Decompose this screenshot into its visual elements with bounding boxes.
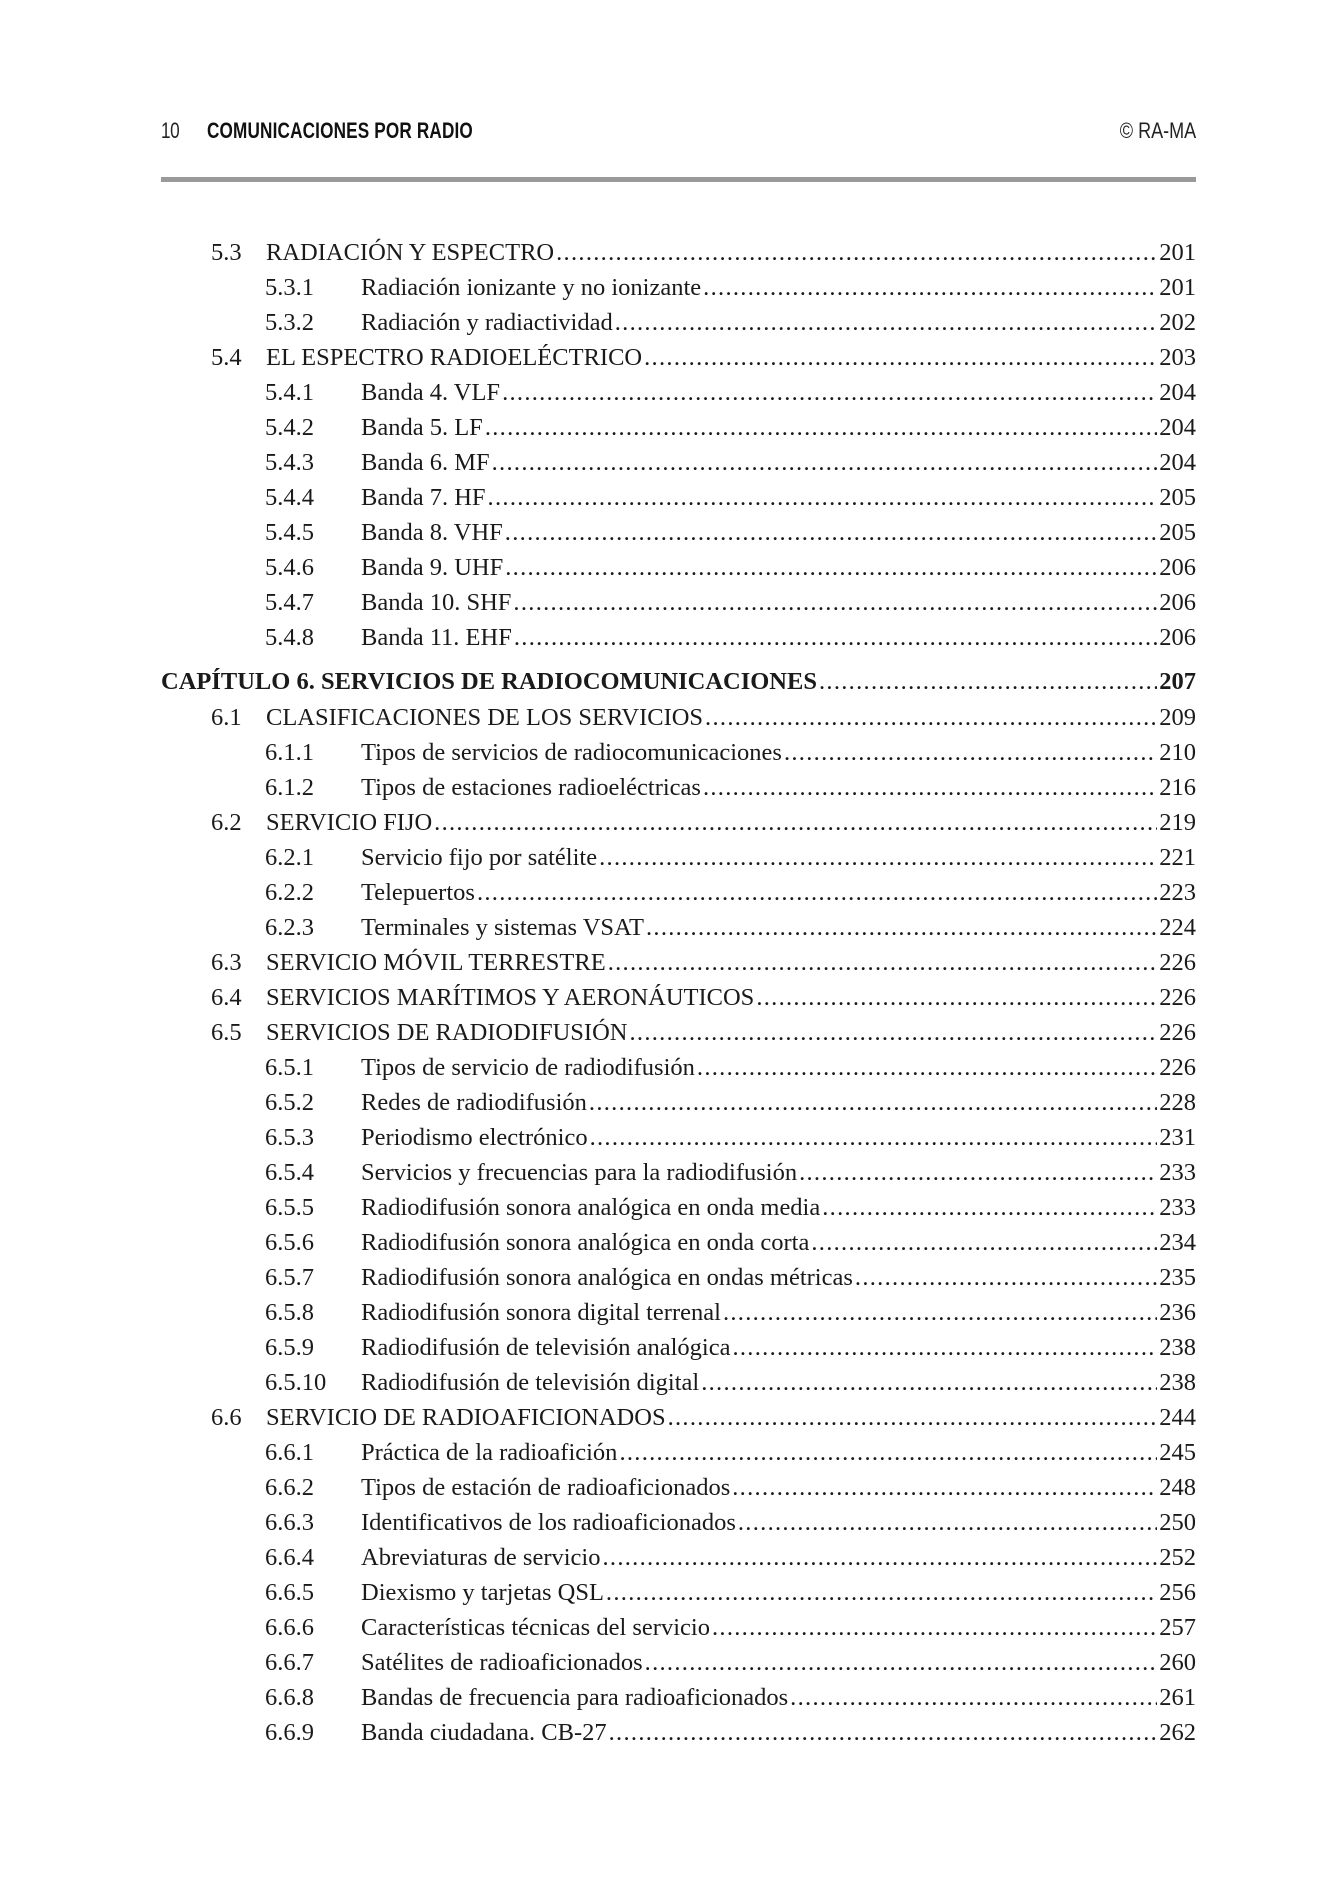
toc-entry-title: Diexismo y tarjetas QSL <box>361 1579 604 1606</box>
toc-entry <box>161 270 1196 305</box>
toc-entry-number: 6.2.1 <box>265 844 314 871</box>
toc-entry-page: 233 <box>1159 1194 1196 1221</box>
toc-entry <box>161 340 1196 375</box>
toc-leader-dots <box>811 1225 1157 1260</box>
toc-entry <box>161 1470 1196 1505</box>
toc-entry-page: 234 <box>1159 1229 1196 1256</box>
toc-entry <box>161 770 1196 805</box>
toc-entry-title: SERVICIO FIJO <box>266 809 433 836</box>
toc-entry <box>161 1015 1196 1050</box>
toc-entry <box>161 980 1196 1015</box>
toc-entry <box>161 1505 1196 1540</box>
toc-leader-dots <box>855 1260 1157 1295</box>
toc-entry-page: 206 <box>1159 589 1196 616</box>
toc-leader-dots <box>703 770 1157 805</box>
toc-entry-title: SERVICIOS MARÍTIMOS Y AERONÁUTICOS <box>266 984 755 1011</box>
toc-entry-number: 6.2.2 <box>265 879 314 906</box>
toc-entry-title: Banda 7. HF <box>361 484 486 511</box>
toc-entry-number: 5.4.6 <box>265 554 314 581</box>
toc-entry-title: Abreviaturas de servicio <box>361 1544 601 1571</box>
toc-entry <box>161 1155 1196 1190</box>
toc-entry-number: 5.4 <box>211 344 242 371</box>
toc-entry <box>161 1225 1196 1260</box>
toc-leader-dots <box>645 1645 1158 1680</box>
toc-leader-dots <box>488 480 1158 515</box>
publisher-copyright: © RA-MA <box>1119 118 1196 143</box>
toc-entry <box>161 515 1196 550</box>
toc-entry-number: 6.6.6 <box>265 1614 314 1641</box>
toc-entry <box>161 1400 1196 1435</box>
toc-leader-dots <box>513 585 1157 620</box>
toc-entry-number: 6.6.4 <box>265 1544 314 1571</box>
toc-entry-number: 6.5.6 <box>265 1229 314 1256</box>
toc-entry-page: 226 <box>1159 984 1196 1011</box>
toc-leader-dots <box>434 805 1157 840</box>
book-title: COMUNICACIONES POR RADIO <box>207 118 473 143</box>
toc-entry-number: 6.5.8 <box>265 1299 314 1326</box>
toc-leader-dots <box>723 1295 1157 1330</box>
toc-entry-page: 204 <box>1159 414 1196 441</box>
toc-entry-page: 204 <box>1159 449 1196 476</box>
toc-entry-number: 6.5.4 <box>265 1159 314 1186</box>
toc-entry-number: 5.4.7 <box>265 589 314 616</box>
toc-entry-title: Satélites de radioaficionados <box>361 1649 643 1676</box>
toc-entry-number: 6.3 <box>211 949 242 976</box>
toc-entry-number: 6.6.2 <box>265 1474 314 1501</box>
toc-entry-title: Banda 4. VLF <box>361 379 501 406</box>
toc-entry <box>161 700 1196 735</box>
toc-entry-number: 6.5.9 <box>265 1334 314 1361</box>
toc-entry-title: Tipos de estaciones radioeléctricas <box>361 774 701 801</box>
toc-leader-dots <box>732 1330 1157 1365</box>
toc-entry-title: Tipos de estación de radioaficionados <box>361 1474 731 1501</box>
toc-leader-dots <box>485 410 1157 445</box>
toc-leader-dots <box>602 1540 1157 1575</box>
toc-entry-title: Radiación y radiactividad <box>361 309 613 336</box>
toc-entry-title: Banda ciudadana. CB-27 <box>361 1719 607 1746</box>
toc-entry-page: 248 <box>1159 1474 1196 1501</box>
toc-entry <box>161 840 1196 875</box>
toc-entry-page: 238 <box>1159 1369 1196 1396</box>
toc-entry-page: 201 <box>1159 274 1196 301</box>
toc-entry-title: Banda 11. EHF <box>361 624 512 651</box>
toc-entry-title: RADIACIÓN Y ESPECTRO <box>266 239 555 266</box>
toc-entry-page: 209 <box>1159 704 1196 731</box>
toc-entry-title: Radiodifusión de televisión analógica <box>361 1334 731 1361</box>
page-number: 10 <box>161 118 180 143</box>
toc-entry <box>161 1645 1196 1680</box>
toc-leader-dots <box>819 664 1157 699</box>
toc-entry <box>161 410 1196 445</box>
toc-entry-number: 6.6.1 <box>265 1439 314 1466</box>
toc-entry-title: SERVICIO MÓVIL TERRESTRE <box>266 949 606 976</box>
toc-entry-page: 262 <box>1159 1719 1196 1746</box>
toc-leader-dots <box>615 305 1158 340</box>
toc-entry-page: 231 <box>1159 1124 1196 1151</box>
toc-entry-page: 216 <box>1159 774 1196 801</box>
toc-leader-dots <box>732 1470 1157 1505</box>
toc-entry-page: 204 <box>1159 379 1196 406</box>
toc-entry-page: 206 <box>1159 554 1196 581</box>
toc-entry-number: 6.2.3 <box>265 914 314 941</box>
toc-entry-title: Terminales y sistemas VSAT <box>361 914 644 941</box>
toc-entry <box>161 1540 1196 1575</box>
toc-leader-dots <box>799 1155 1157 1190</box>
toc-entry-page: 261 <box>1159 1684 1196 1711</box>
toc-entry-page: 206 <box>1159 624 1196 651</box>
toc-leader-dots <box>822 1190 1157 1225</box>
toc-entry-number: 6.5.5 <box>265 1194 314 1221</box>
toc-entry-title: SERVICIO DE RADIOAFICIONADOS <box>266 1404 666 1431</box>
toc-leader-dots <box>599 840 1157 875</box>
toc-entry-title: Identificativos de los radioaficionados <box>361 1509 736 1536</box>
toc-leader-dots <box>492 445 1158 480</box>
toc-entry-title: Banda 8. VHF <box>361 519 503 546</box>
toc-entry-page: 210 <box>1159 739 1196 766</box>
toc-entry <box>161 1715 1196 1750</box>
toc-entry-title: Telepuertos <box>361 879 475 906</box>
toc-entry-title: Banda 6. MF <box>361 449 490 476</box>
toc-leader-dots <box>790 1680 1157 1715</box>
toc-leader-dots <box>505 515 1157 550</box>
toc-entry-page: 228 <box>1159 1089 1196 1116</box>
toc-entry-title: Tipos de servicio de radiodifusión <box>361 1054 695 1081</box>
toc-entry-title: Características técnicas del servicio <box>361 1614 710 1641</box>
toc-entry-number: 6.1.1 <box>265 739 314 766</box>
toc-entry <box>161 875 1196 910</box>
toc-entry-page: 205 <box>1159 519 1196 546</box>
toc-entry-title: Radiodifusión sonora digital terrenal <box>361 1299 721 1326</box>
toc-entry-number: 6.5.3 <box>265 1124 314 1151</box>
toc-entry-title: CLASIFICACIONES DE LOS SERVICIOS <box>266 704 704 731</box>
toc-entry <box>161 1120 1196 1155</box>
toc-entry <box>161 305 1196 340</box>
toc-leader-dots <box>712 1610 1157 1645</box>
toc-leader-dots <box>590 1120 1158 1155</box>
toc-entry-page: 221 <box>1159 844 1196 871</box>
toc-leader-dots <box>705 700 1157 735</box>
toc-entry-page: 226 <box>1159 949 1196 976</box>
toc-leader-dots <box>502 375 1157 410</box>
toc-entry-number: 5.3.2 <box>265 309 314 336</box>
toc-entry-page: 233 <box>1159 1159 1196 1186</box>
toc-entry-page: 226 <box>1159 1019 1196 1046</box>
toc-leader-dots <box>609 1715 1158 1750</box>
toc-leader-dots <box>703 270 1157 305</box>
toc-entry <box>161 945 1196 980</box>
header-rule <box>161 177 1196 182</box>
toc-entry <box>161 550 1196 585</box>
toc-entry-page: 219 <box>1159 809 1196 836</box>
toc-entry-title: Banda 5. LF <box>361 414 483 441</box>
toc-entry-page: 244 <box>1159 1404 1196 1431</box>
toc-entry-number: 6.1.2 <box>265 774 314 801</box>
toc-entry-title: Redes de radiodifusión <box>361 1089 587 1116</box>
toc-entry-page: 238 <box>1159 1334 1196 1361</box>
toc-leader-dots <box>646 910 1157 945</box>
toc-leader-dots <box>606 1575 1157 1610</box>
toc-entry-page: 203 <box>1159 344 1196 371</box>
toc-entry <box>161 1085 1196 1120</box>
toc-entry-page: 226 <box>1159 1054 1196 1081</box>
toc-entry-number: 6.6.8 <box>265 1684 314 1711</box>
toc-entry-page: 260 <box>1159 1649 1196 1676</box>
toc-entry-number: 6.5.10 <box>265 1369 327 1396</box>
toc-entry <box>161 1190 1196 1225</box>
toc-entry-page: 245 <box>1159 1439 1196 1466</box>
toc-entry-number: 6.4 <box>211 984 242 1011</box>
toc-entry-number: 5.4.4 <box>265 484 314 511</box>
toc-entry-title: Tipos de servicios de radiocomunicaciones <box>361 739 782 766</box>
toc-leader-dots <box>514 620 1157 655</box>
toc-entry-number: 6.6 <box>211 1404 242 1431</box>
toc-entry <box>161 445 1196 480</box>
toc-entry-title: Radiación ionizante y no ionizante <box>361 274 702 301</box>
toc-entry-number: 5.4.3 <box>265 449 314 476</box>
toc-entry-number: 5.4.5 <box>265 519 314 546</box>
toc-entry-number: 6.6.3 <box>265 1509 314 1536</box>
toc-leader-dots <box>589 1085 1157 1120</box>
toc-entry <box>161 1610 1196 1645</box>
toc-leader-dots <box>756 980 1157 1015</box>
toc-entry-page: 250 <box>1159 1509 1196 1536</box>
toc-entry-page: 205 <box>1159 484 1196 511</box>
toc-entry-number: 5.4.1 <box>265 379 314 406</box>
toc-leader-dots <box>644 340 1157 375</box>
toc-entry-title: Banda 9. UHF <box>361 554 504 581</box>
toc-entry-page: 256 <box>1159 1579 1196 1606</box>
toc-entry <box>161 1365 1196 1400</box>
toc-entry <box>161 1435 1196 1470</box>
toc-entry-title: SERVICIOS DE RADIODIFUSIÓN <box>266 1019 628 1046</box>
toc-entry-number: 5.3 <box>211 239 242 266</box>
toc-entry-title: Bandas de frecuencia para radioaficionados <box>361 1684 789 1711</box>
toc-entry-page: 236 <box>1159 1299 1196 1326</box>
toc-entry-title: Radiodifusión sonora analógica en ondas métricas <box>361 1264 853 1291</box>
toc-entry-title: Radiodifusión sonora analógica en onda corta <box>361 1229 810 1256</box>
toc-entry-title: Banda 10. SHF <box>361 589 512 616</box>
toc-entry-title: Radiodifusión sonora analógica en onda media <box>361 1194 821 1221</box>
toc-entry-number: 6.6.5 <box>265 1579 314 1606</box>
toc-entry-page: 201 <box>1159 239 1196 266</box>
toc-entry-number: 6.5.7 <box>265 1264 314 1291</box>
toc-leader-dots <box>668 1400 1158 1435</box>
toc-entry-number: 5.4.2 <box>265 414 314 441</box>
toc-leader-dots <box>608 945 1158 980</box>
toc-entry-title: Servicios y frecuencias para la radiodifusión <box>361 1159 798 1186</box>
toc-entry-number: 6.5.1 <box>265 1054 314 1081</box>
toc-entry-number: 6.1 <box>211 704 242 731</box>
toc-leader-dots <box>784 735 1157 770</box>
toc-entry-page: 257 <box>1159 1614 1196 1641</box>
toc-entry <box>161 910 1196 945</box>
toc-entry <box>161 1680 1196 1715</box>
toc-entry-title: CAPÍTULO 6. SERVICIOS DE RADIOCOMUNICACIONES <box>161 668 817 695</box>
toc-entry-title: EL ESPECTRO RADIOELÉCTRICO <box>266 344 643 371</box>
toc-leader-dots <box>619 1435 1157 1470</box>
toc-entry-page: 252 <box>1159 1544 1196 1571</box>
toc-entry-number: 6.6.9 <box>265 1719 314 1746</box>
toc-entry-number: 6.2 <box>211 809 242 836</box>
toc-leader-dots <box>738 1505 1157 1540</box>
toc-entry-number: 6.5 <box>211 1019 242 1046</box>
toc-entry <box>161 235 1196 270</box>
toc-entry <box>161 1050 1196 1085</box>
toc-leader-dots <box>701 1365 1157 1400</box>
toc-leader-dots <box>697 1050 1157 1085</box>
toc-entry-number: 6.5.2 <box>265 1089 314 1116</box>
toc-entry-number: 5.4.8 <box>265 624 314 651</box>
toc-leader-dots <box>556 235 1157 270</box>
toc-entry <box>161 805 1196 840</box>
toc-entry <box>161 735 1196 770</box>
running-header <box>161 118 1196 148</box>
toc-entry-page: 235 <box>1159 1264 1196 1291</box>
toc-entry <box>161 585 1196 620</box>
toc-entry-page: 202 <box>1159 309 1196 336</box>
toc-entry-title: Práctica de la radioafición <box>361 1439 618 1466</box>
toc-entry <box>161 1330 1196 1365</box>
toc-entry <box>161 375 1196 410</box>
toc-entry <box>161 620 1196 655</box>
toc-chapter-entry <box>161 664 1196 699</box>
toc-entry-title: Radiodifusión de televisión digital <box>361 1369 700 1396</box>
toc-entry-title: Periodismo electrónico <box>361 1124 588 1151</box>
toc-entry <box>161 1260 1196 1295</box>
toc-entry-title: Servicio fijo por satélite <box>361 844 598 871</box>
toc-entry-number: 6.6.7 <box>265 1649 314 1676</box>
toc-entry <box>161 1575 1196 1610</box>
toc-leader-dots <box>505 550 1157 585</box>
toc-leader-dots <box>629 1015 1157 1050</box>
toc-entry-page: 224 <box>1159 914 1196 941</box>
toc-entry-page: 223 <box>1159 879 1196 906</box>
toc-entry <box>161 1295 1196 1330</box>
toc-entry <box>161 480 1196 515</box>
toc-entry-number: 5.3.1 <box>265 274 314 301</box>
toc-entry-page: 207 <box>1159 668 1196 695</box>
toc-leader-dots <box>477 875 1157 910</box>
